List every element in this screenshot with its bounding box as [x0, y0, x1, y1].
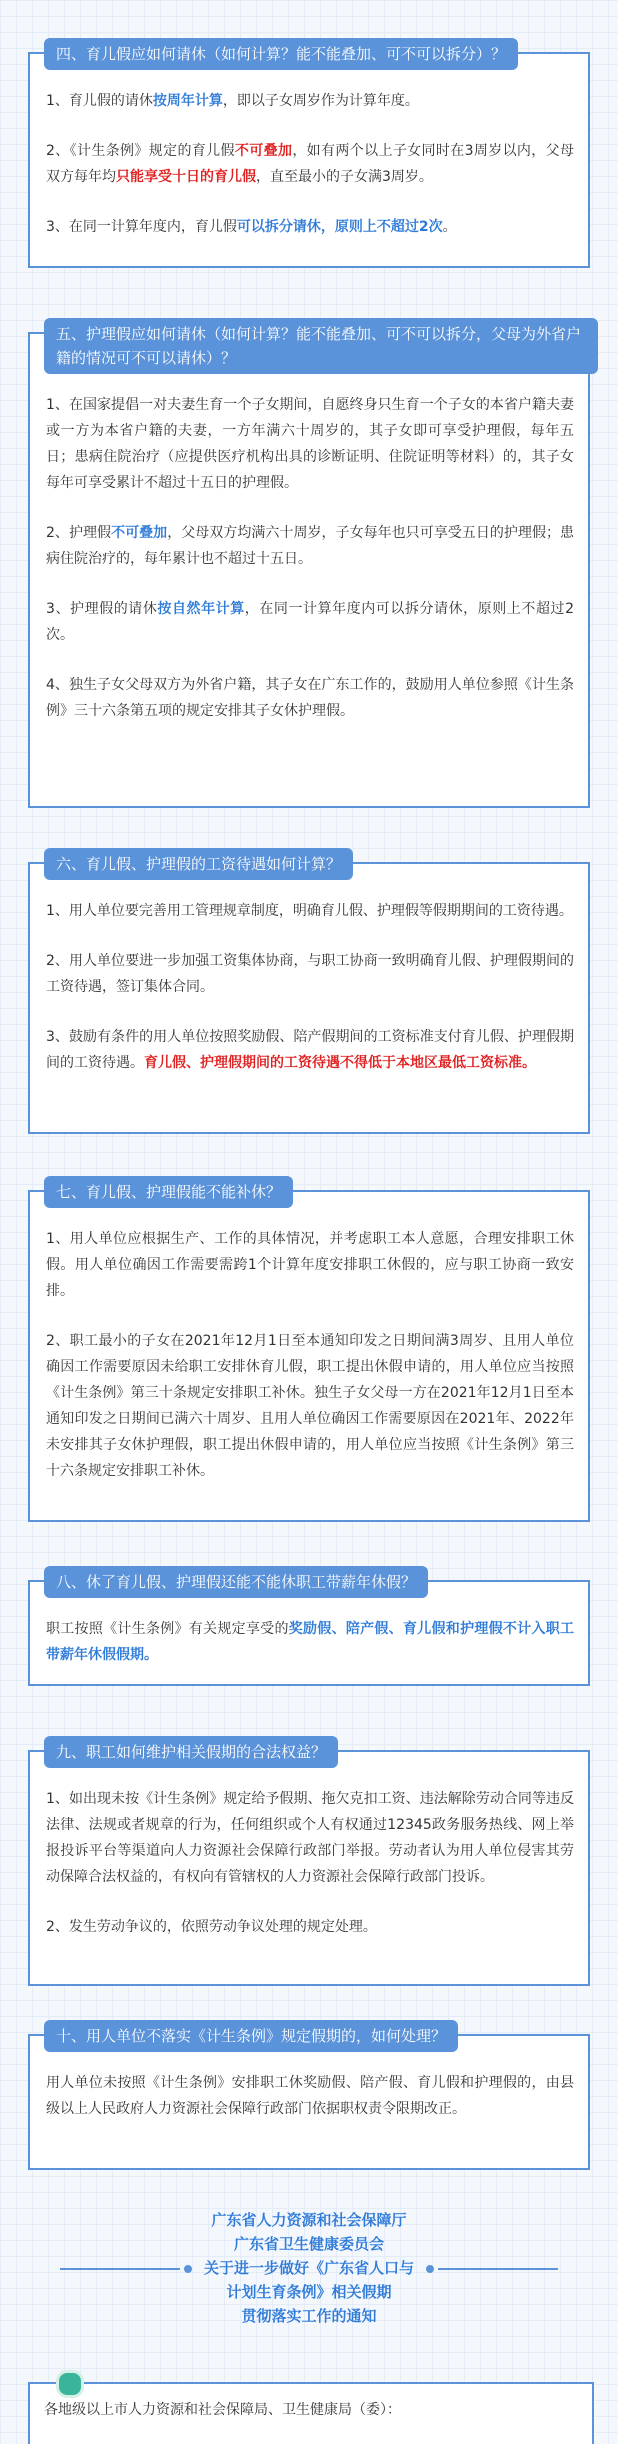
- section-4-body: [46, 88, 574, 264]
- s6-paragraph-3: 3、鼓励有条件的用人单位按照奖励假、陪产假期间的工资标准支付育儿假、护理假期间的工资待遇。育儿假、护理假期间的工资待遇不得低于本地区最低工资标准。: [46, 1029, 574, 1071]
- s7-paragraph-2: 2、职工最小的子女在2021年12月1日至本通知印发之日期间满3周岁、且用人单位确因工作需要原因未给职工安排休育儿假，职工提出休假申请的，用人单位应当按照《计生条例》第三十条规定安排职工补休。独生子女父母一方在2021年12月1日至本通知印发之日期间已满六十周岁、且用人单位确因工作需要原因在2021年、2022年未安排其子女休护理假，职工提出休假申请的，用人单位应当按照《计生条例》第三十六条规定安排职工补休。: [46, 1333, 574, 1479]
- section-marker-icon: [56, 2370, 84, 2398]
- s7-paragraph-1: 1、用人单位应根据生产、工作的具体情况，并考虑职工本人意愿，合理安排职工休假。用人单位确因工作需要需跨1个计算年度安排职工休假的，应与职工协商一致安排。: [46, 1231, 574, 1299]
- section-8-body: [46, 1616, 574, 1692]
- s4-paragraph-2: 2、《计生条例》规定的育儿假不可叠加，如有两个以上子女同时在3周岁以内，父母双方每年均只能享受十日的育儿假，直至最小的子女满3周岁。: [46, 143, 574, 185]
- footer-heading: [0, 2208, 618, 2328]
- footer-line-1: 广东省人力资源和社会保障厅: [211, 2211, 407, 2229]
- divider-left: [60, 2268, 180, 2270]
- section-4: [28, 38, 590, 268]
- s6-paragraph-1: 1、用人单位要完善用工管理规章制度，明确育儿假、护理假等假期期间的工资待遇。: [46, 903, 573, 919]
- divider-dot-right: [426, 2265, 434, 2273]
- s9-paragraph-1: 1、如出现未按《计生条例》规定给予假期、拖欠克扣工资、违法解除劳动合同等违反法律、法规或者规章的行为，任何组织或个人有权通过12345政务服务热线、网上举报投诉平台等渠道向人力资源社会保障行政部门举报。劳动者认为用人单位侵害其劳动保障合法权益的，有权向有管辖权的人力资源社会保障行政部门投诉。: [46, 1791, 574, 1885]
- footer-divider-row: [0, 2256, 618, 2280]
- divider-right: [438, 2268, 558, 2270]
- s5-paragraph-3: 3、护理假的请休按自然年计算，在同一计算年度内可以拆分请休，原则上不超过2次。: [46, 601, 574, 643]
- footer-line-5: 贯彻落实工作的通知: [241, 2307, 377, 2325]
- section-5: [28, 318, 590, 808]
- s6-paragraph-2: 2、用人单位要进一步加强工资集体协商，与职工协商一致明确育儿假、护理假期间的工资待遇，签订集体合同。: [46, 953, 574, 995]
- section-9: [28, 1736, 590, 1986]
- section-7-body: [46, 1226, 574, 1508]
- section-9-title: 九、职工如何维护相关假期的合法权益？: [44, 1736, 338, 1768]
- s4-paragraph-1: 1、育儿假的请休按周年计算，即以子女周岁作为计算年度。: [46, 93, 419, 109]
- section-8-title: 八、休了育儿假、护理假还能不能休职工带薪年休假？: [44, 1566, 428, 1598]
- footer-line-2: 广东省卫生健康委员会: [233, 2235, 384, 2253]
- divider-dot-left: [184, 2265, 192, 2273]
- s4-paragraph-3: 3、在同一计算年度内，育儿假可以拆分请休，原则上不超过2次。: [46, 219, 457, 235]
- s9-paragraph-2: 2、发生劳动争议的，依照劳动争议处理的规定处理。: [46, 1919, 377, 1935]
- section-5-body: [46, 392, 574, 748]
- section-8: [28, 1566, 590, 1686]
- section-6: [28, 848, 590, 1134]
- next-section-box: [28, 2382, 594, 2444]
- section-10: [28, 2020, 590, 2170]
- section-9-body: [46, 1786, 574, 1964]
- footer-line-3: 关于进一步做好《广东省人口与: [203, 2259, 414, 2277]
- next-section-text: 各地级以上市人力资源和社会保障局、卫生健康局（委）：: [44, 2402, 401, 2418]
- section-6-body: [46, 898, 574, 1100]
- footer-line-4: 计划生育条例》相关假期: [226, 2283, 392, 2301]
- section-10-body: [46, 2070, 574, 2146]
- s5-paragraph-2: 2、护理假不可叠加，父母双方均满六十周岁，子女每年也只可享受五日的护理假；患病住院治疗的，每年累计也不超过十五日。: [46, 525, 575, 567]
- section-5-title: 五、护理假应如何请休（如何计算？能不能叠加、可不可以拆分，父母为外省户籍的情况可不可以请休）？: [44, 318, 598, 374]
- s8-paragraph-1: 职工按照《计生条例》有关规定享受的奖励假、陪产假、育儿假和护理假不计入职工带薪年休假假期。: [46, 1621, 575, 1663]
- section-10-title: 十、用人单位不落实《计生条例》规定假期的，如何处理？: [44, 2020, 458, 2052]
- section-7: [28, 1176, 590, 1522]
- s5-paragraph-1: 1、在国家提倡一对夫妻生育一个子女期间，自愿终身只生育一个子女的本省户籍夫妻或一方为本省户籍的夫妻，一方年满六十周岁的，其子女即可享受护理假，每年五日；患病住院治疗（应提供医疗机构出具的诊断证明、住院证明等材料）的，其子女每年可享受累计不超过十五日的护理假。: [46, 397, 574, 491]
- s5-paragraph-4: 4、独生子女父母双方为外省户籍，其子女在广东工作的，鼓励用人单位参照《计生条例》三十六条第五项的规定安排其子女休护理假。: [46, 677, 574, 719]
- section-7-title: 七、育儿假、护理假能不能补休？: [44, 1176, 293, 1208]
- s10-paragraph-1: 用人单位未按照《计生条例》安排职工休奖励假、陪产假、育儿假和护理假的，由县级以上人民政府人力资源社会保障行政部门依据职权责令限期改正。: [46, 2075, 574, 2117]
- section-4-title: 四、育儿假应如何请休（如何计算？能不能叠加、可不可以拆分）？: [44, 38, 518, 70]
- section-6-title: 六、育儿假、护理假的工资待遇如何计算？: [44, 848, 353, 880]
